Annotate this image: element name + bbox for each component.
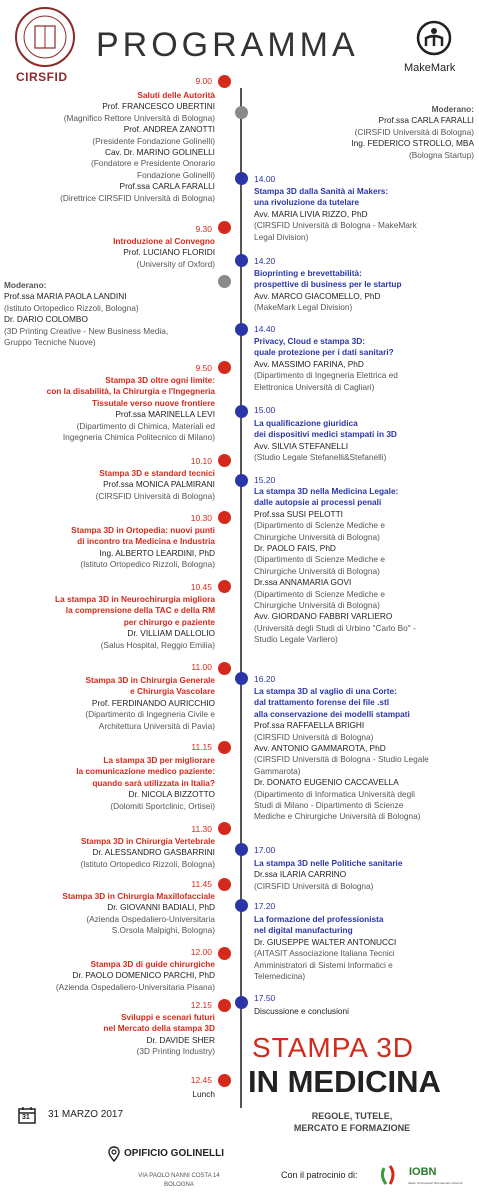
session-communication: La stampa 3D per migliorare la comunicazione medico paziente: quando sarà utilizzata in Italia? Dr. NICOLA BIZZOTTO (Dolomiti Sportclinic, Ortisei): [76, 755, 215, 811]
timeline-dot: [218, 1074, 231, 1087]
event-date: 31 MARZO 2017: [48, 1109, 124, 1120]
session-time: 10.10: [190, 456, 212, 466]
session-time: 12.15: [190, 1000, 212, 1010]
event-title-line2: IN MEDICINA: [248, 1064, 441, 1099]
timeline-dot: [218, 75, 231, 88]
session-training: La formazione del professionista nel digital manufacturing Dr. GIUSEPPE WALTER ANTONUCCI (AITASIT Associazione Italiana Tecnici Amministratori di Sistemi Informatici e Telemedicina): [254, 914, 397, 982]
timeline-dot: [218, 275, 231, 288]
session-time: 17.20: [254, 901, 276, 911]
location-pin-icon: [108, 1146, 120, 1162]
timeline-dot: [218, 662, 231, 675]
timeline-dot: [235, 323, 248, 336]
session-legal-medicine: La stampa 3D nella Medicina Legale: dalle autopsie ai processi penali Prof.ssa SUSI PELOTTI (Dipartimento di Scienze Mediche e Chirurgiche Università di Bologna) Dr. PAOLO FAIS, PhD (Dipartimento di Scienze Mediche e Chirurgiche Università di Bologna) Dr.ssa ANNAMARIA GOVI (Dipartimento di Scienze Mediche e Chirurgiche Università di Bologna) Avv. GIORDANO FABBRI VARLIERO (Università degli Studi di Urbino "Carlo Bo" - Studio Legale Varliero): [254, 486, 416, 645]
session-time: 11.45: [191, 879, 212, 889]
timeline-dot: [235, 405, 248, 418]
cirsfid-logo: CIRSFID: [16, 70, 68, 84]
session-time: 12.00: [190, 947, 212, 957]
timeline-dot: [218, 822, 231, 835]
session-time: 17.00: [254, 845, 276, 855]
session-orthopedics: Stampa 3D in Ortopedia: nuovi punti di incontro tra Medicina e Industria Ing. ALBERTO LEARDINI, PhD (Istituto Ortopedico Rizzoli, Bologna): [71, 525, 215, 570]
event-subtitle: REGOLE, TUTELE, MERCATO E FORMAZIONE: [293, 1111, 411, 1133]
makemark-label: MakeMark: [404, 62, 456, 74]
venue-address: VIA PAOLO NANNI COSTA 14 BOLOGNA: [138, 1173, 220, 1188]
session-time: 15.00: [254, 405, 276, 415]
session-makers: Stampa 3D dalla Sanità ai Makers: una rivoluzione da tutelare Avv. MARIA LIVIA RIZZO, PhD (CIRSFID Università di Bologna - MakeMark Legal Division): [254, 186, 417, 242]
session-time: 11.15: [191, 742, 212, 752]
session-qualification: La qualificazione giuridica dei dispositivi medici stampati in 3D Avv. SILVIA STEFANELLI (Studio Legale Stefanelli&Stefanelli): [254, 418, 397, 463]
calendar-day: 31: [22, 1114, 30, 1121]
lunch-label: Lunch: [192, 1089, 215, 1099]
session-surgical-guides: Stampa 3D di guide chirurgiche Dr. PAOLO DOMENICO PARCHI, PhD (Azienda Ospedaliero-Universitaria Pisana): [55, 959, 215, 992]
patronage-label: Con il patrocinio di:: [281, 1170, 358, 1180]
timeline-dot: [235, 843, 248, 856]
timeline-line: [240, 88, 242, 1108]
morning-moderators: Moderano: Prof.ssa MARIA PAOLA LANDINI (Istituto Ortopedico Rizzoli, Bologna) Dr. DARIO COLOMBO (3D Printing Creative - New Business Media, Gruppo Tecniche Nuove): [4, 280, 169, 348]
session-time: 11.00: [191, 662, 212, 672]
session-court: La stampa 3D al vaglio di una Corte: dal trattamento forense dei file .stl alla conservazione dei modelli stampati Prof.ssa RAFFAELLA BRIGHI (CIRSFID Università di Bologna) Avv. ANTONIO GAMMAROTA, PhD (CIRSFID Università di Bologna - Studio Legale Gammarota) Dr. DONATO EUGENIO CACCAVELLA (Dipartimento di Informatica Università degli Studi di Milano - Dipartimento di Scienze Mediche e Chirurgiche Università di Bologna): [254, 686, 429, 822]
session-time: 14.00: [254, 174, 276, 184]
timeline-dot: [218, 580, 231, 593]
iobn-logo-text: IOBN: [409, 1166, 437, 1178]
timeline-dot: [218, 947, 231, 960]
timeline-dot: [218, 221, 231, 234]
session-time: 17.50: [254, 993, 276, 1003]
session-introduction: Introduzione al Convegno Prof. LUCIANO FLORIDI (University of Oxford): [113, 236, 215, 269]
session-conclusions: Discussione e conclusioni: [254, 1006, 350, 1016]
timeline-dot: [235, 106, 248, 119]
session-health-policy: La stampa 3D nelle Politiche sanitarie Dr.ssa ILARIA CARRINO (CIRSFID Università di Bologna): [254, 858, 403, 891]
session-privacy: Privacy, Cloud e stampa 3D: quale protezione per i dati sanitari? Avv. MASSIMO FARINA, PhD (Dipartimento di Ingegneria Elettrica ed Elettronica Università di Cagliari): [254, 336, 398, 392]
afternoon-moderators: Moderano: Prof.ssa CARLA FARALLI (CIRSFID Università di Bologna) Ing. FEDERICO STROLLO, MBA (Bologna Startup): [351, 104, 474, 160]
timeline-dot: [235, 474, 248, 487]
timeline-dot: [235, 254, 248, 267]
timeline-dot: [218, 999, 231, 1012]
timeline-dot: [218, 878, 231, 891]
timeline-dot: [235, 996, 248, 1009]
venue-name: OPIFICIO GOLINELLI: [124, 1148, 224, 1159]
makemark-logo-icon: [416, 20, 452, 56]
timeline-dot: [218, 361, 231, 374]
session-maxillofacial: Stampa 3D in Chirurgia Maxillofacciale Dr. GIOVANNI BADIALI, PhD (Azienda Ospedaliero-Universitaria S.Orsola Malpighi, Bologna): [62, 891, 215, 936]
timeline-dot: [218, 511, 231, 524]
session-greetings: Saluti delle Autorità Prof. FRANCESCO UBERTINI (Magnifico Rettore Università di Bologna) Prof. ANDREA ZANOTTI (Presidente Fondazione Golinelli) Cav. Dr. MARINO GOLINELLI (Fondatore e Presidente Onorario Fondazione Golinelli) Prof.ssa CARLA FARALLI (Direttrice CIRSFID Università di Bologna): [60, 90, 215, 203]
timeline-dot: [235, 899, 248, 912]
session-time: 16.20: [254, 674, 276, 684]
session-time: 10.45: [190, 582, 212, 592]
session-neurosurgery: La stampa 3D in Neurochirurgia migliora la comprensione della TAC e della RM per chirurgo e paziente Dr. VILLIAM DALLOLIO (Salus Hospital, Reggio Emilia): [55, 594, 215, 650]
session-general-surgery: Stampa 3D in Chirurgia Generale e Chirurgia Vascolare Prof. FERDINANDO AURICCHIO (Dipartimento di Ingegneria Civile e Architettura Università di Pavia): [85, 675, 215, 731]
session-time: 14.40: [254, 324, 276, 334]
seal-icon: [14, 6, 76, 68]
session-standards: Stampa 3D e standard tecnici Prof.ssa MONICA PALMIRANI (CIRSFID Università di Bologna): [95, 468, 215, 501]
session-market: Sviluppi e scenari futuri nel Mercato della stampa 3D Dr. DAVIDE SHER (3D Printing Industry): [103, 1012, 215, 1057]
iobn-logo: [376, 1160, 406, 1190]
session-time: 9.00: [195, 76, 212, 86]
session-time: 12.45: [190, 1075, 212, 1085]
session-vertebral: Stampa 3D in Chirurgia Vertebrale Dr. ALESSANDRO GASBARRINI (Istituto Ortopedico Rizzoli, Bologna): [80, 836, 215, 869]
timeline-dot: [218, 741, 231, 754]
iobn-logo-sub: Italian Orthopaedic Biomaterials Network: [408, 1181, 463, 1185]
iobn-logo-icon: [376, 1160, 406, 1190]
session-time: 14.20: [254, 256, 276, 266]
event-title-line1: STAMPA 3D: [252, 1032, 415, 1063]
timeline-dot: [235, 172, 248, 185]
university-seal: [14, 6, 76, 68]
session-time: 9.50: [195, 363, 212, 373]
page-title: PROGRAMMA: [96, 26, 359, 64]
session-time: 9.30: [195, 224, 212, 234]
timeline-dot: [218, 454, 231, 467]
session-beyond-limits: Stampa 3D oltre ogni limite: con la disabilità, la Chirurgia e l'Ingegneria Tissutale verso nuove frontiere Prof.ssa MARINELLA LEVI (Dipartimento di Chimica, Materiali ed Ingegneria Chimica Politecnico di Milano): [46, 375, 215, 443]
session-time: 11.30: [191, 824, 212, 834]
timeline-dot: [235, 672, 248, 685]
session-bioprinting: Bioprinting e brevettabilità: prospettive di business per le startup Avv. MARCO GIACOMELLO, PhD (MakeMark Legal Division): [254, 268, 402, 313]
makemark-logo: [416, 20, 452, 62]
session-time: 15.20: [254, 475, 276, 485]
session-time: 10.30: [190, 513, 212, 523]
